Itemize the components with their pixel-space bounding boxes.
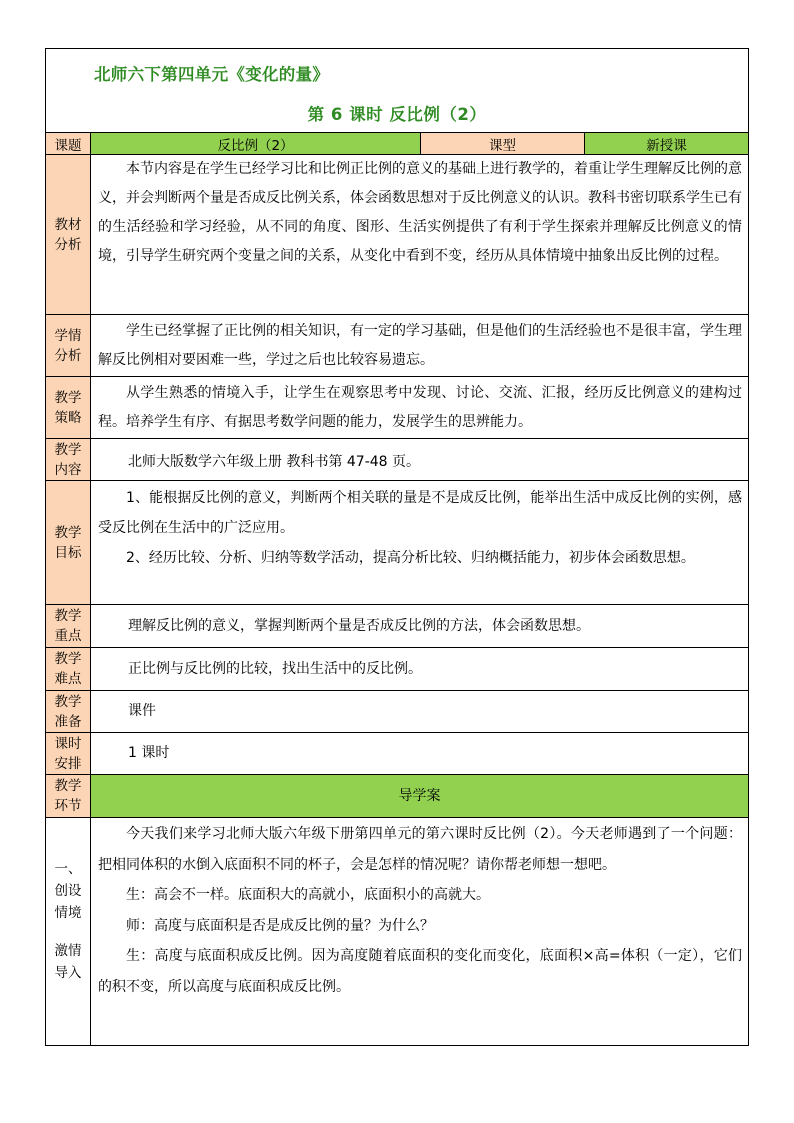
label-line: 内容 xyxy=(54,461,82,478)
key-point-label xyxy=(46,605,91,647)
label-line: 教学 xyxy=(54,778,82,794)
label-line: 分析 xyxy=(54,347,82,364)
paragraph: 师：高度与底面积是否是成反比例的量？为什么？ xyxy=(126,917,434,934)
label-line: 准备 xyxy=(54,713,82,730)
label-line: 教学 xyxy=(54,693,82,710)
paragraph: 学生已经掌握了正比例的相关知识，有一定的学习基础，但是他们的生活经验也不是很丰富，学生理解反比例相对要困难一些，学过之后也比较容易遗忘。 xyxy=(98,323,742,368)
process-heading: 导学案 xyxy=(91,775,748,817)
label-line: 教学 xyxy=(54,651,82,667)
preparation-label xyxy=(46,691,91,732)
topic-label: 课题 xyxy=(46,133,91,154)
label-line: 重点 xyxy=(54,628,82,644)
label-line: 情境 xyxy=(54,905,82,921)
intro-label xyxy=(46,818,91,1045)
goals-text xyxy=(91,481,748,604)
content-text: 北师大版数学六年级上册 教科书第 47-48 页。 xyxy=(128,454,421,470)
key-point-text: 理解反比例的意义，掌握判断两个量是否成反比例的方法，体会函数思想。 xyxy=(128,617,590,634)
label-line: 课时 xyxy=(54,735,82,752)
label-line: 策略 xyxy=(54,409,82,426)
label-line: 教学 xyxy=(54,441,82,458)
label-line: 导入 xyxy=(54,965,82,981)
key-point-row xyxy=(46,605,748,648)
student-analysis-text xyxy=(91,315,748,376)
lesson-title: 第 6 课时 反比例（2） xyxy=(307,105,487,124)
textbook-analysis-row xyxy=(46,155,748,315)
difficulty-label xyxy=(46,648,91,690)
label-line: 学情 xyxy=(54,327,82,344)
content-row xyxy=(46,439,748,481)
strategy-label xyxy=(46,377,91,438)
paragraph: 从学生熟悉的情境入手，让学生在观察思考中发现、讨论、交流、汇报，经历反比例意义的建构过程。培养学生有序、有据思考数学问题的能力，发展学生的思辨能力。 xyxy=(98,385,742,430)
student-analysis-label xyxy=(46,315,91,376)
label-line: 激情 xyxy=(54,943,82,959)
student-analysis-row xyxy=(46,315,748,377)
difficulty-row xyxy=(46,648,748,691)
label-line: 一、 xyxy=(54,861,82,877)
label-line: 教学 xyxy=(54,389,82,406)
content-label xyxy=(46,439,91,480)
paragraph: 本节内容是在学生已经学习比和比例正比例的意义的基础上进行教学的，着重让学生理解反比例的意义，并会判断两个量是否成反比例关系，体会函数思想对于反比例意义的认识。教科书密切联系学生已有的生活经验和学习经验，从不同的角度、图形、生活实例提供了有利于学生探索并理解反比例意义的情境，引导学生研究两个变量之间的关系，从变化中看到不变，经历从具体情境中抽象出反比例的过程。 xyxy=(98,161,742,264)
topic-value: 反比例（2） xyxy=(91,133,421,154)
process-row xyxy=(46,775,748,818)
paragraph: 2、经历比较、分析、归纳等数学活动，提高分析比较、归纳概括能力，初步体会函数思想。 xyxy=(126,550,695,566)
strategy-text xyxy=(91,377,748,438)
textbook-analysis-text xyxy=(91,155,748,314)
label-line: 目标 xyxy=(54,544,82,561)
paragraph: 1、能根据反比例的意义，判断两个相关联的量是不是成反比例，能举出生活中成反比例的实例，感受反比例在生活中的广泛应用。 xyxy=(98,490,742,536)
label-line: 创设 xyxy=(54,883,82,899)
preparation-text: 课件 xyxy=(128,703,156,719)
textbook-analysis-label xyxy=(46,155,91,314)
unit-title: 北师六下第四单元《变化的量》 xyxy=(94,65,330,84)
intro-text xyxy=(91,818,748,1045)
label-line: 安排 xyxy=(54,755,82,772)
paragraph: 今天我们来学习北师大版六年级下册第四单元的第六课时反比例（2）。今天老师遇到了一个问题：把相同体积的水倒入底面积不同的杯子，会是怎样的情况呢？请你帮老师想一想吧。 xyxy=(98,826,742,873)
process-label xyxy=(46,775,91,817)
difficulty-text: 正比例与反比例的比较，找出生活中的反比例。 xyxy=(128,660,422,677)
label-line: 难点 xyxy=(54,671,82,687)
lesson-plan-table xyxy=(45,48,749,1046)
type-value: 新授课 xyxy=(585,133,748,154)
label-line: 教学 xyxy=(54,524,82,541)
paragraph: 生：高会不一样。底面积大的高就小，底面积小的高就大。 xyxy=(126,887,490,903)
schedule-row xyxy=(46,733,748,775)
strategy-row xyxy=(46,377,748,439)
label-line: 分析 xyxy=(54,236,82,253)
preparation-row xyxy=(46,691,748,733)
label-line: 教材 xyxy=(54,216,82,233)
title-block xyxy=(46,49,748,133)
schedule-text: 1 课时 xyxy=(128,745,170,761)
goals-row xyxy=(46,481,748,605)
type-label: 课型 xyxy=(421,133,585,154)
schedule-label xyxy=(46,733,91,774)
label-line: 环节 xyxy=(54,798,82,814)
paragraph: 生：高度与底面积成反比例。因为高度随着底面积的变化而变化，底面积×高=体积（一定），它们的积不变，所以高度与底面积成反比例。 xyxy=(98,948,742,995)
label-line: 教学 xyxy=(54,608,82,624)
goals-label xyxy=(46,481,91,604)
intro-row xyxy=(46,818,748,1045)
topic-row xyxy=(46,133,748,155)
